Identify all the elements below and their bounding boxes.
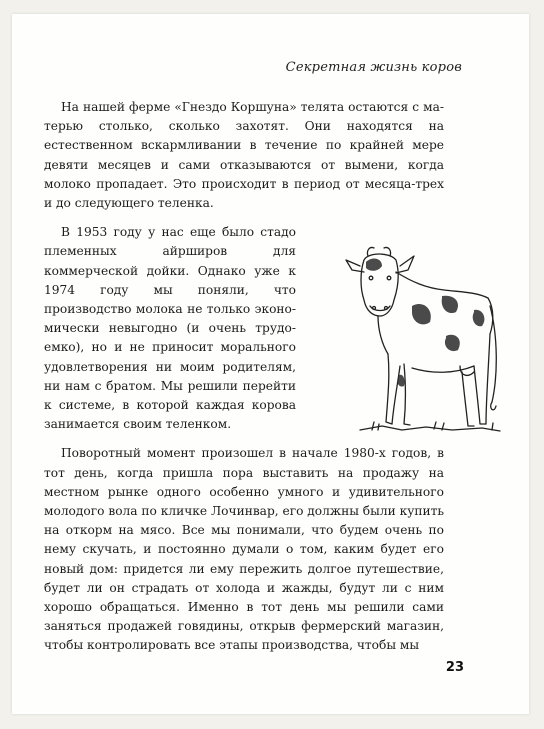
paragraph-3: Поворотный момент произошел в начале 1980-х годов, в тот день, когда пришла пора выставить на продажу на местном рынке одного особенно умного и удивительного молодого вола по кличке Лочинвар, его должны были купить на откорм на мясо. Все мы понимали, что будем очень по нему скучать, и постоянно думали о том, каким будет его новый дом: придется ли ему пережить долгое путешествие, будет ли он страдать от холода и жажды, будут ли с ним хорошо обращаться. Именно в тот день мы решили сами заняться продажей говядины, открыв фермерский магазин, чтобы контролировать все этапы производства, чтобы мы [44, 446, 444, 653]
cow-illustration [342, 226, 502, 448]
paragraph-2: В 1953 году у нас еще было стадо племенных айрширов для коммерческой дойки. Однако уже к 1974 году мы поняли, что производство молока не только экономически невыгодно (и очень трудоемко), но и не приносит морального удовлетворения ни моим родителям, ни нам с братом. Мы решили перейти к системе, в которой каждая корова занимается своим теленком. [44, 225, 296, 432]
page-number: 23 [445, 660, 464, 675]
paragraph-1: На нашей ферме «Гнездо Коршуна» телята остаются с матерью столько, сколько захотят. Они находятся на естественном вскармливании в течение по крайней мере девяти месяцев и сами отказываются от вымени, когда молоко пропадает. Это происходит в период от месяца-трех и до следующего теленка. [44, 100, 444, 211]
running-head: Секретная жизнь коров [285, 60, 462, 75]
